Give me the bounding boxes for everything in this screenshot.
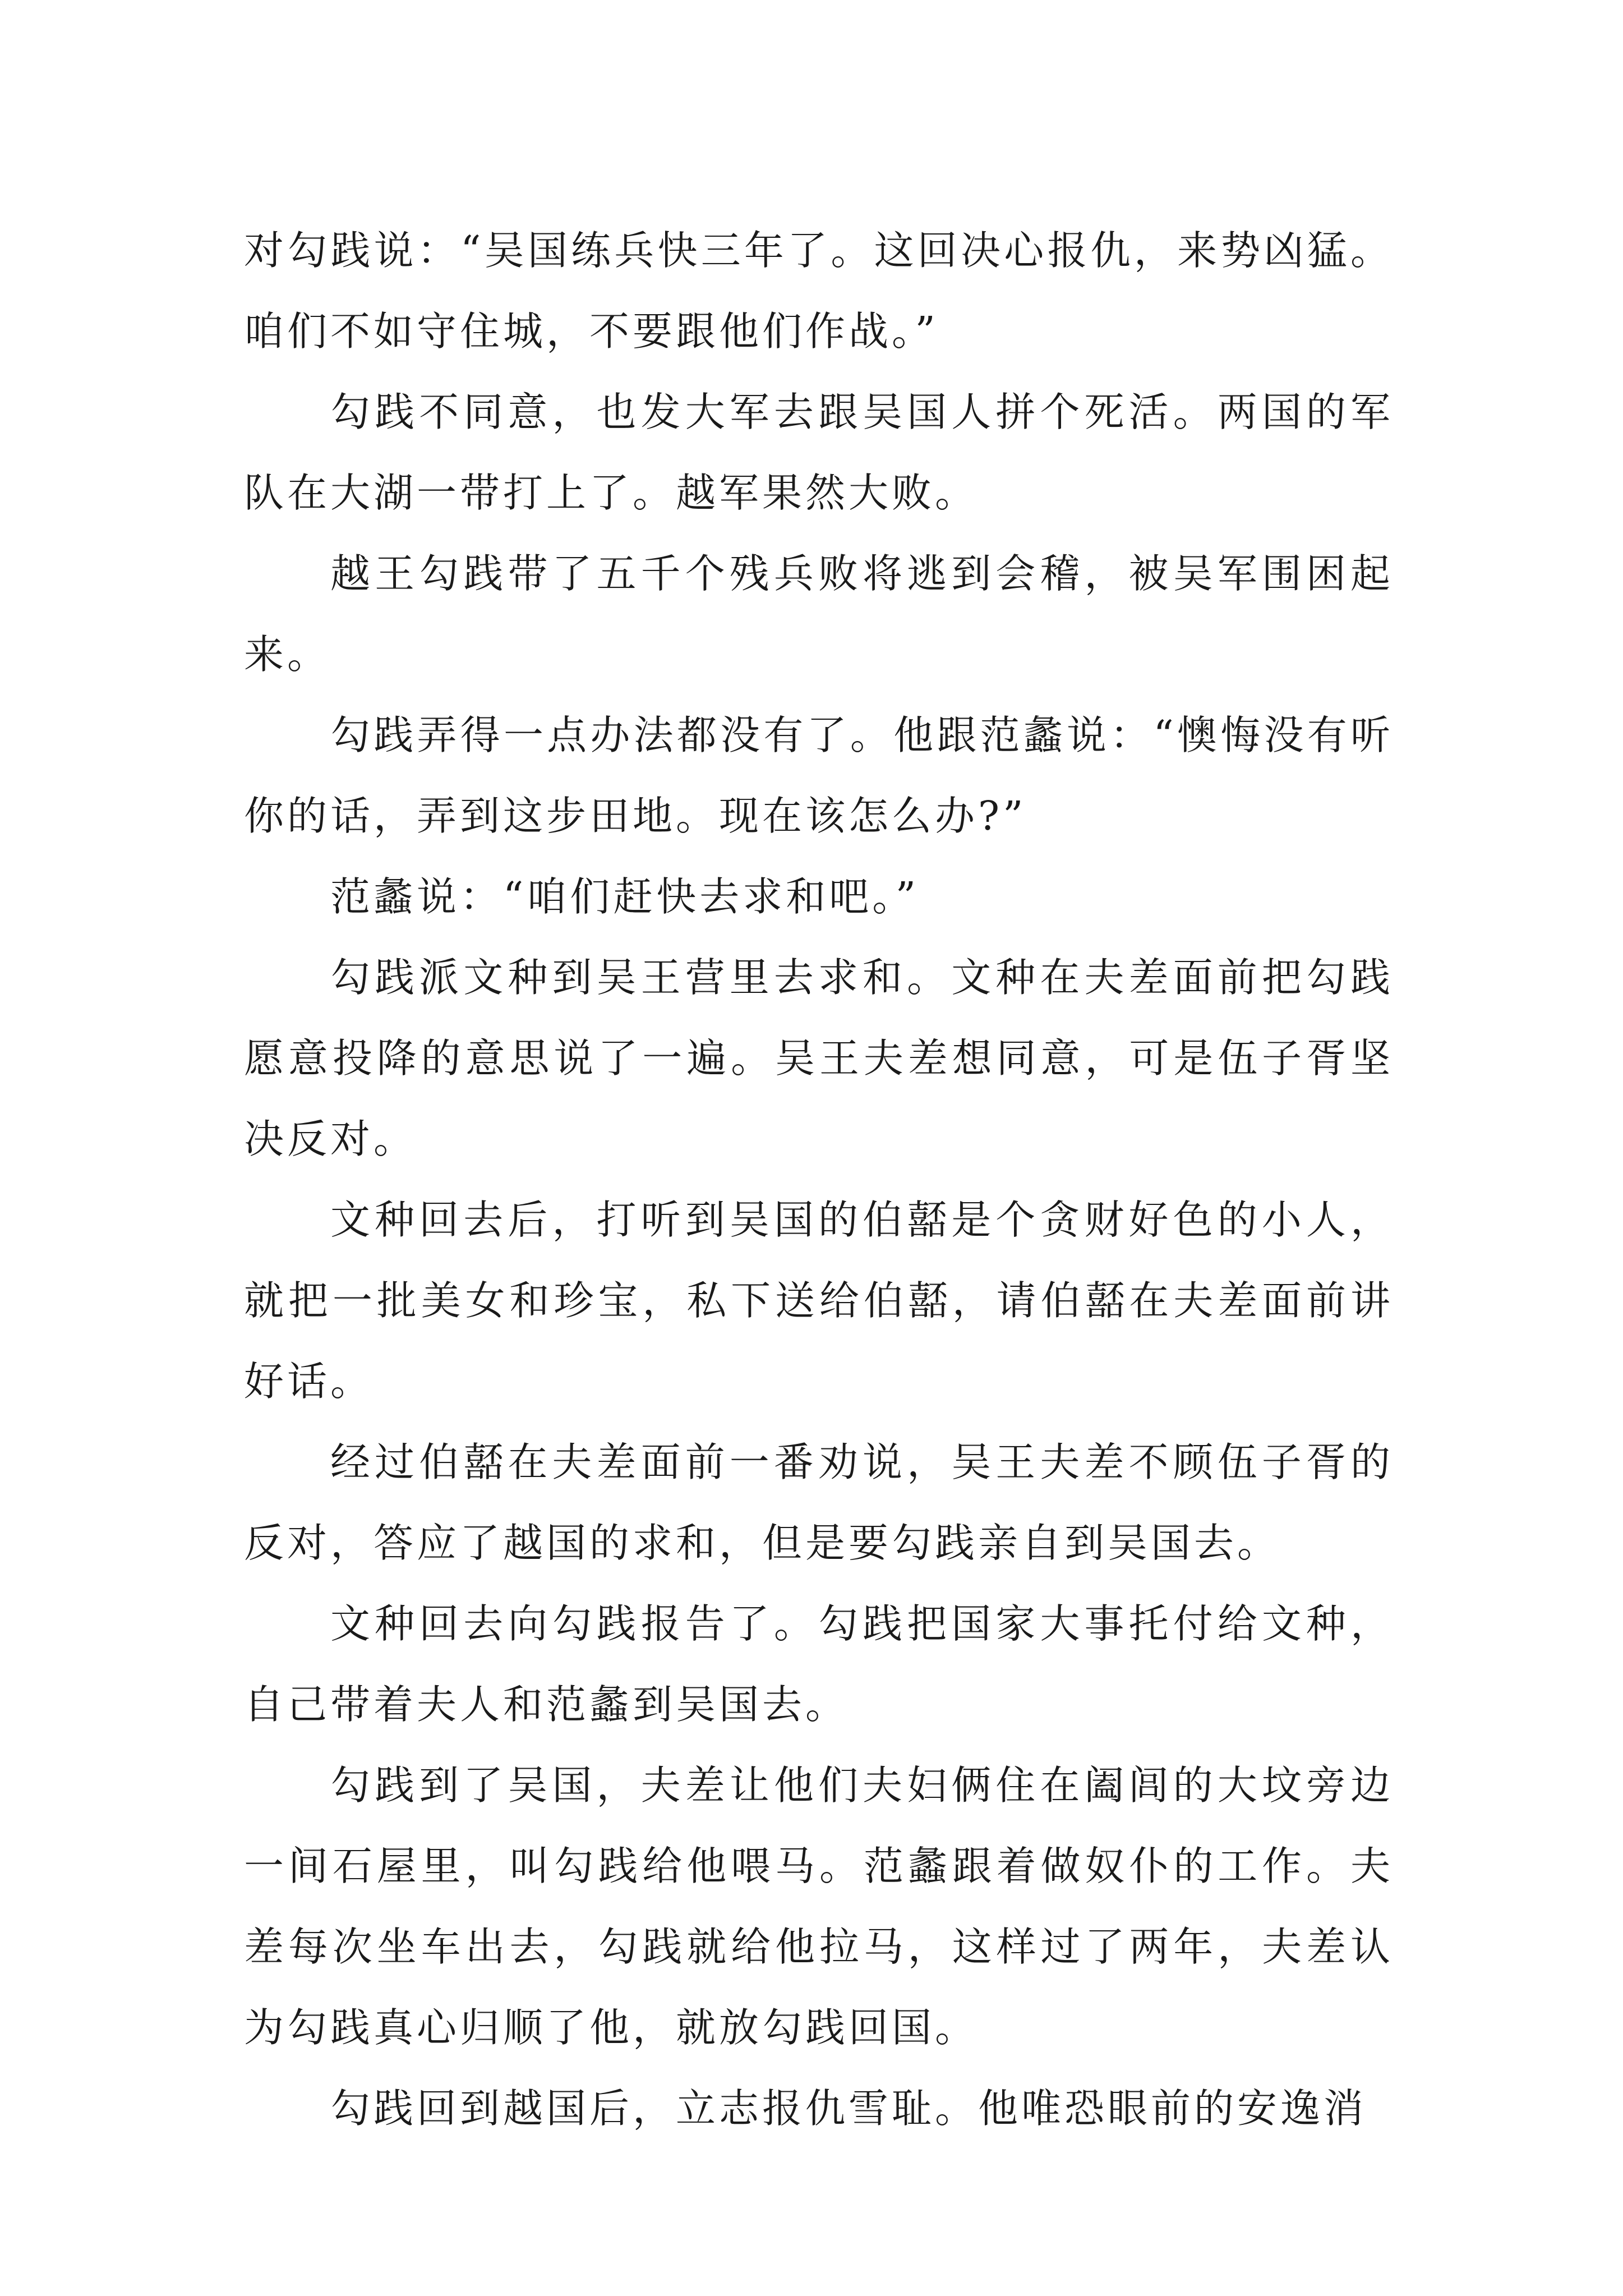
paragraph: 经过伯嚭在夫差面前一番劝说，吴王夫差不顾伍子胥的反对，答应了越国的求和，但是要勾践亲自到吴国去。 (244, 1439, 1394, 1566)
paragraph: 勾践回到越国后，立志报仇雪耻。他唯恐眼前的安逸消 (330, 2085, 1367, 2132)
paragraph: 文种回去向勾践报告了。勾践把国家大事托付给文种，自己带着夫人和范蠡到吴国去。 (244, 1600, 1394, 1728)
body-text (244, 210, 1394, 2149)
paragraph: 勾践到了吴国，夫差让他们夫妇俩住在阖闾的大坟旁边一间石屋里，叫勾践给他喂马。范蠡跟着做奴仆的工作。夫差每次坐车出去，勾践就给他拉马，这样过了两年，夫差认为勾践真心归顺了他，就放勾践回国。 (244, 1762, 1394, 2051)
paragraph: 范蠡说：“咱们赶快去求和吧。” (330, 873, 920, 920)
paragraph: 勾践派文种到吴王营里去求和。文种在夫差面前把勾践愿意投降的意思说了一遍。吴王夫差想同意，可是伍子胥坚决反对。 (244, 954, 1394, 1162)
paragraph: 越王勾践带了五千个残兵败将逃到会稽，被吴军围困起来。 (244, 550, 1394, 678)
paragraph: 勾践不同意，也发大军去跟吴国人拼个死活。两国的军队在大湖一带打上了。越军果然大败。 (244, 389, 1394, 516)
paragraph: 文种回去后，打听到吴国的伯嚭是个贪财好色的小人，就把一批美女和珍宝，私下送给伯嚭，请伯嚭在夫差面前讲好话。 (244, 1197, 1394, 1405)
paragraph: 勾践弄得一点办法都没有了。他跟范蠡说：“懊悔没有听你的话，弄到这步田地。现在该怎么办?” (244, 712, 1394, 839)
paragraph: 对勾践说：“吴国练兵快三年了。这回决心报仇，来势凶猛。咱们不如守住城，不要跟他们作战。” (244, 227, 1394, 355)
